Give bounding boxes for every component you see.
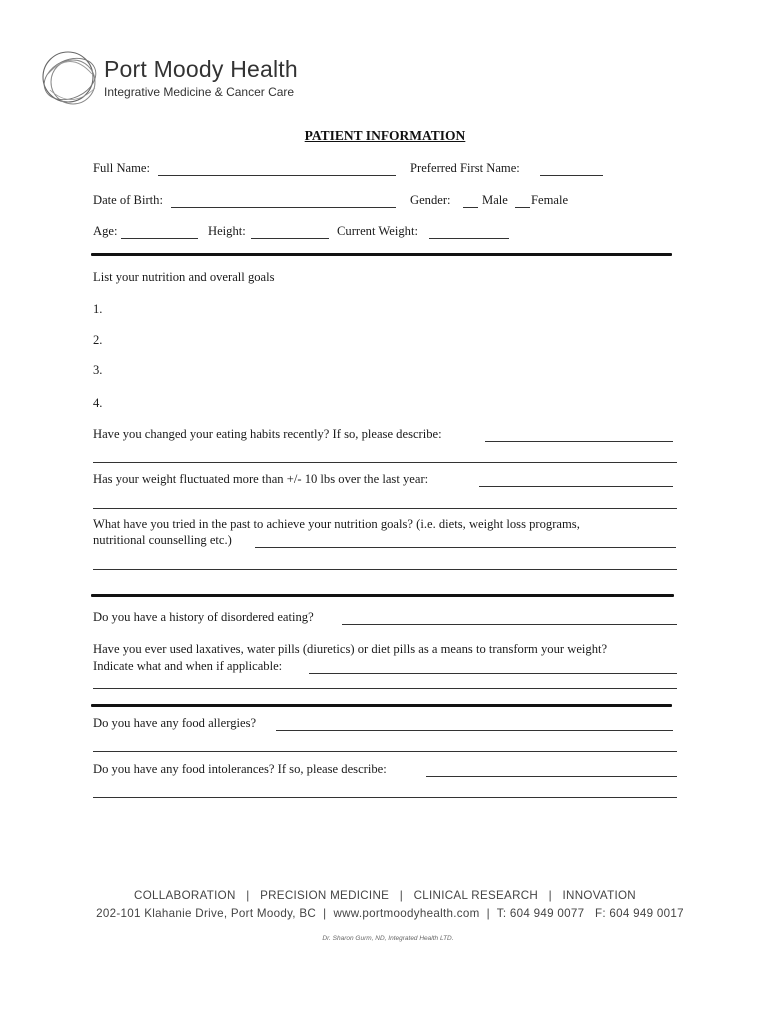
disordered-eating-field[interactable] bbox=[342, 624, 677, 625]
eating-habits-field[interactable] bbox=[485, 441, 673, 442]
date-of-birth-field[interactable] bbox=[171, 207, 396, 208]
male-checkbox[interactable] bbox=[463, 207, 478, 208]
female-checkbox[interactable] bbox=[515, 207, 530, 208]
brand-logo bbox=[40, 44, 100, 118]
preferred-first-name-field[interactable] bbox=[540, 175, 603, 176]
age-field[interactable] bbox=[121, 238, 198, 239]
eating-habits-question: Have you changed your eating habits recently? If so, please describe: bbox=[93, 427, 442, 441]
laxatives-question: Have you ever used laxatives, water pills (diuretics) or diet pills as a means to transform your weight? bbox=[93, 642, 608, 656]
full-name-field[interactable] bbox=[158, 175, 396, 176]
brand-tagline: Integrative Medicine & Cancer Care bbox=[104, 85, 295, 99]
footer-pillars: COLLABORATION | PRECISION MEDICINE | CLINICAL RESEARCH | INNOVATION bbox=[134, 889, 636, 902]
disordered-eating-question: Do you have a history of disordered eating? bbox=[93, 610, 314, 624]
food-intolerances-question: Do you have any food intolerances? If so, please describe: bbox=[93, 762, 387, 776]
tried-past-field[interactable] bbox=[255, 547, 676, 548]
goal-item: 4. bbox=[93, 396, 103, 410]
full-name-label: Full Name: bbox=[93, 161, 151, 175]
laxatives-field-line[interactable] bbox=[93, 688, 677, 689]
date-of-birth-label: Date of Birth: bbox=[93, 193, 163, 207]
laxatives-field[interactable] bbox=[309, 673, 677, 674]
laxatives-question-cont: Indicate what and when if applicable: bbox=[93, 659, 283, 673]
section-divider bbox=[91, 704, 672, 707]
tried-past-question-cont: nutritional counselling etc.) bbox=[93, 533, 232, 547]
section-divider bbox=[91, 253, 672, 256]
weight-fluctuated-field[interactable] bbox=[479, 486, 673, 487]
current-weight-label: Current Weight: bbox=[337, 224, 418, 238]
food-intolerances-field[interactable] bbox=[426, 776, 677, 777]
age-label: Age: bbox=[93, 224, 118, 238]
form-title: PATIENT INFORMATION bbox=[304, 128, 466, 143]
current-weight-field[interactable] bbox=[429, 238, 509, 239]
footer-contact: 202-101 Klahanie Drive, Port Moody, BC | www.portmoodyhealth.com | T: 604 949 0077 F: 604 949 0017 bbox=[96, 907, 684, 920]
food-allergies-field-line[interactable] bbox=[93, 751, 677, 752]
height-field[interactable] bbox=[251, 238, 329, 239]
brand-name: Port Moody Health bbox=[104, 56, 298, 82]
goals-prompt: List your nutrition and overall goals bbox=[93, 270, 275, 284]
tried-past-question: What have you tried in the past to achieve your nutrition goals? (i.e. diets, weight loss programs, bbox=[93, 517, 580, 531]
tried-past-field-line[interactable] bbox=[93, 569, 677, 570]
female-label: Female bbox=[531, 193, 569, 207]
height-label: Height: bbox=[208, 224, 246, 238]
goal-item: 2. bbox=[93, 333, 103, 347]
eating-habits-field-line[interactable] bbox=[93, 462, 677, 463]
section-divider bbox=[91, 594, 674, 597]
male-label: Male bbox=[482, 193, 508, 207]
food-allergies-field[interactable] bbox=[276, 730, 673, 731]
food-intolerances-field-line[interactable] bbox=[93, 797, 677, 798]
overlapping-circles-logo-icon bbox=[40, 44, 100, 114]
food-allergies-question: Do you have any food allergies? bbox=[93, 716, 257, 730]
preferred-first-name-label: Preferred First Name: bbox=[410, 161, 520, 175]
gender-label: Gender: bbox=[410, 193, 451, 207]
goal-item: 3. bbox=[93, 363, 103, 377]
weight-fluctuated-question: Has your weight fluctuated more than +/- 10 lbs over the last year: bbox=[93, 472, 429, 486]
weight-fluctuated-field-line[interactable] bbox=[93, 508, 677, 509]
goal-item: 1. bbox=[93, 302, 103, 316]
footer-credit: Dr. Sharon Gurm, ND, Integrated Health LTD. bbox=[322, 935, 454, 942]
